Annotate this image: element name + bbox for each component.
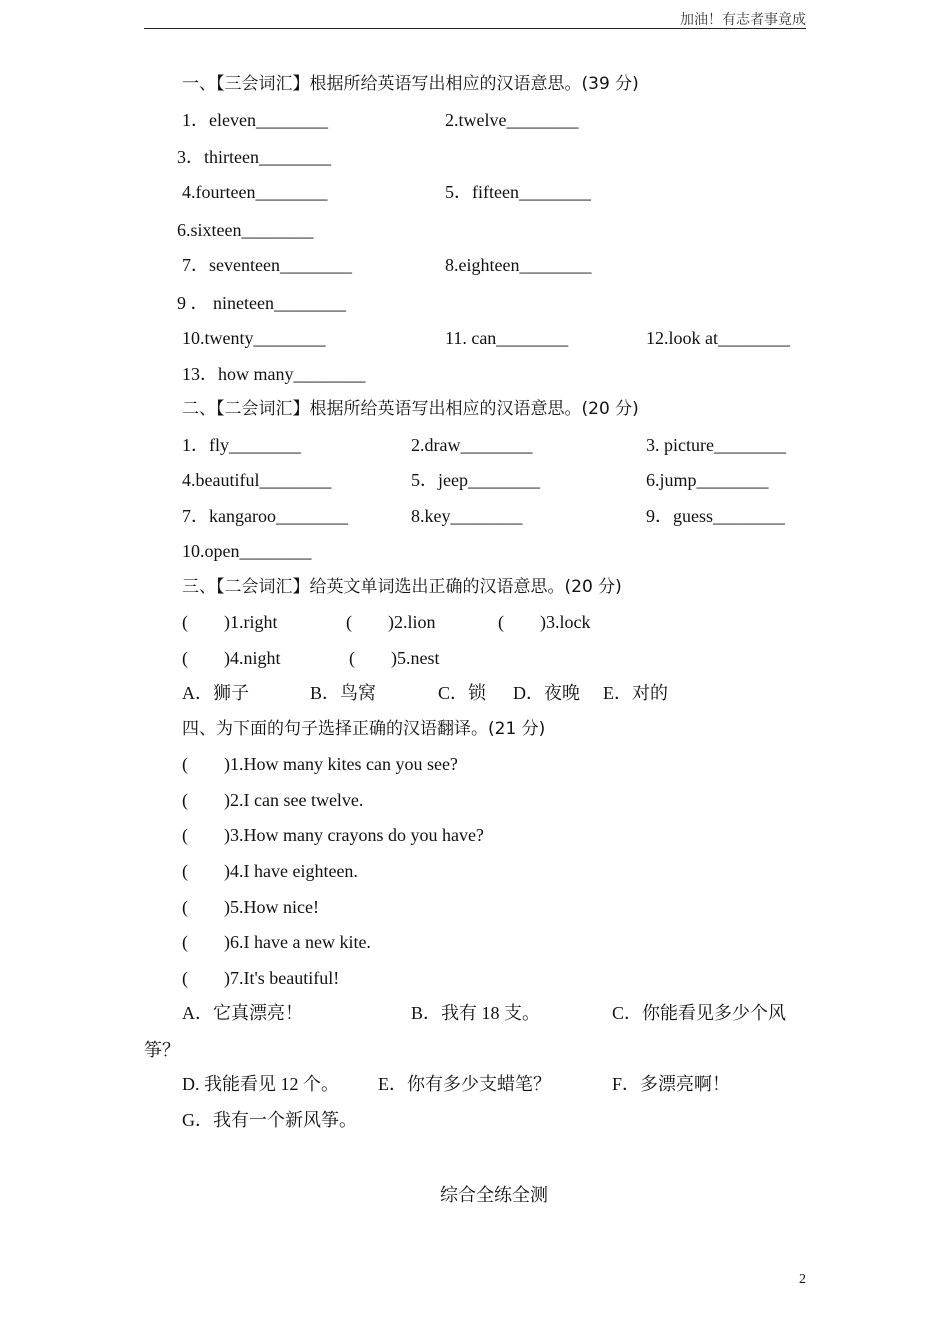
s1-item-8: 8.eighteen________ [445,255,592,275]
s3-option-b: B．鸟窝 [310,683,377,703]
s3-option-d: D．夜晚 [513,683,580,703]
section3-title: 三、【二会词汇】给英文单词选出正确的汉语意思。(20 分) [182,577,622,597]
s3-option-e: E．对的 [603,683,668,703]
s2-item-8: 8.key________ [411,506,523,526]
s3-option-a: A．狮子 [182,683,249,703]
s1-item-10: 10.twenty________ [182,328,326,348]
s2-item-4: 4.beautiful________ [182,470,332,490]
s2-item-2: 2.draw________ [411,435,533,455]
section1-title: 一、【三会词汇】根据所给英语写出相应的汉语意思。(39 分) [182,74,639,94]
s1-item-1: 1．eleven________ [182,110,328,130]
s2-item-6: 6.jump________ [646,470,769,490]
s3-question-3: ( )3.lock [498,612,591,632]
s2-item-7: 7．kangaroo________ [182,506,348,526]
s2-item-1: 1．fly________ [182,435,301,455]
s1-item-5: 5．fifteen________ [445,182,591,202]
s1-item-9: 9 ． nineteen________ [177,293,346,313]
s3-question-5: ( )5.nest [349,648,440,668]
section4-title: 四、为下面的句子选择正确的汉语翻译。(21 分) [182,719,546,739]
s4-option-c: C．你能看见多少个风 [612,1003,787,1023]
s1-item-4: 4.fourteen________ [182,182,328,202]
s2-item-5: 5．jeep________ [411,470,540,490]
s1-item-3: 3．thirteen________ [177,147,331,167]
s4-question-4: ( )4.I have eighteen. [182,861,358,881]
s2-item-10: 10.open________ [182,541,312,561]
s4-option-e: E．你有多少支蜡笔？ [378,1074,551,1094]
s2-item-9: 9．guess________ [646,506,785,526]
s4-option-f: F．多漂亮啊！ [612,1074,731,1094]
s3-question-2: ( )2.lion [346,612,436,632]
s4-option-b: B．我有 18 支。 [411,1003,541,1023]
page-number: 2 [799,1272,806,1287]
s4-option-c-cont: 筝？ [144,1040,180,1060]
s4-question-5: ( )5.How nice! [182,897,319,917]
s3-question-1: ( )1.right [182,612,278,632]
s4-question-3: ( )3.How many crayons do you have? [182,825,484,845]
s3-question-4: ( )4.night [182,648,281,668]
s1-item-12: 12.look at________ [646,328,790,348]
header-slogan: 加油！有志者事竟成 [680,13,806,28]
s4-option-d: D. 我能看见 12 个。 [182,1074,339,1094]
s1-item-2: 2.twelve________ [445,110,579,130]
s4-question-7: ( )7.It's beautiful! [182,968,340,988]
header-divider [144,28,806,29]
s1-item-13: 13．how many________ [182,364,366,384]
section2-title: 二、【二会词汇】根据所给英语写出相应的汉语意思。(20 分) [182,399,639,419]
s4-option-a: A．它真漂亮！ [182,1003,303,1023]
s3-option-c: C．锁 [438,683,487,703]
s4-option-g: G．我有一个新风筝。 [182,1110,357,1130]
s1-item-6: 6.sixteen________ [177,220,314,240]
s2-item-3: 3. picture________ [646,435,786,455]
s1-item-11: 11. can________ [445,328,569,348]
next-section-title: 综合全练全测 [440,1185,548,1206]
s4-question-2: ( )2.I can see twelve. [182,790,364,810]
s1-item-7: 7．seventeen________ [182,255,352,275]
s4-question-1: ( )1.How many kites can you see? [182,754,458,774]
s4-question-6: ( )6.I have a new kite. [182,932,371,952]
